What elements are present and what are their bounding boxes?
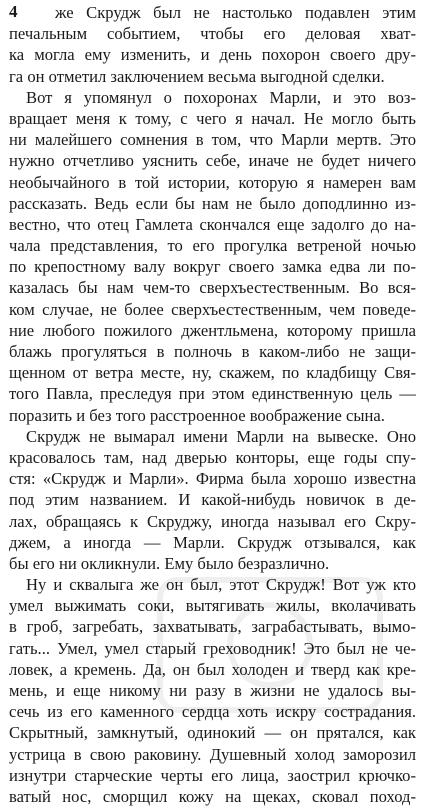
text-line: в гроб, загребать, захватывать, заграбастывать, вымо- bbox=[9, 617, 416, 637]
text-line: того Павла, преследуя при этом единственную цель — bbox=[9, 384, 416, 404]
text-line: нужно отчетливо уяснить себе, иначе не будет ничего bbox=[9, 151, 416, 171]
text-line: га он отметил заключением весьма выгодной сделки. bbox=[9, 66, 385, 86]
paragraph-3 bbox=[9, 426, 416, 574]
text-line: вестно, что отец Гамлета скончался еще задолго до на- bbox=[9, 214, 416, 234]
text-line: блажь прогуляться в полночь в каком-либо не защи- bbox=[9, 342, 416, 361]
paragraph-1 bbox=[9, 2, 416, 87]
text-line: устрица в свою раковину. Душевный холод заморозил bbox=[9, 744, 416, 764]
text-line: чала представления, то его прогулка ветреной ночью bbox=[9, 236, 416, 256]
paragraph-2 bbox=[9, 87, 416, 426]
text-line: Скрудж не вымарал имени Марли на вывеске. Оно bbox=[26, 426, 416, 446]
text-line: умел выжимать соки, вытягивать жилы, вколачивать bbox=[9, 596, 416, 616]
text-line: Скрытный, замкнутый, одинокий — он прятался, как bbox=[9, 723, 416, 743]
text-line: печальным событием, чтобы его деловая хват- bbox=[9, 24, 416, 44]
text-line: сечь из его каменного сердца хоть искру сострадания. bbox=[9, 702, 416, 722]
text-line: Вот я упомянул о похоронах Марли, и это воз- bbox=[26, 87, 416, 107]
text-line: под этим названием. И какой-нибудь новичок в де- bbox=[9, 490, 416, 510]
text-line: необычайного в той истории, которую я намерен вам bbox=[9, 172, 416, 192]
text-line: красовалось там, над дверью конторы, еще годы спу- bbox=[9, 447, 416, 467]
text-line: мень, и еще никому ни разу в жизни не удалось вы- bbox=[9, 681, 416, 700]
text-line: Ну и сквалыга же он был, этот Скрудж! Вот уж кто bbox=[26, 575, 416, 595]
page-number: 4 bbox=[9, 2, 18, 21]
text-line: поразить и без того расстроенное воображение сына. bbox=[9, 405, 385, 425]
text-line: лах, обращаясь к Скруджу, иногда называл его Скру- bbox=[9, 511, 416, 531]
text-line: стя: «Скрудж и Марли». Фирма была хорошо известна bbox=[9, 469, 416, 489]
text-line: ком случае, не более сверхъестественным, чем поведе- bbox=[9, 299, 416, 319]
text-line: бы его ни окликнули. Ему было безразлично. bbox=[9, 553, 330, 573]
text-line: ловек, а кремень. Да, он был холоден и тверд как кре- bbox=[9, 659, 416, 679]
text-line: рассказать. Ведь если бы нам не было доподлинно из- bbox=[9, 193, 416, 213]
text-line: по крепостному валу вокруг своего замка едва ли по- bbox=[9, 257, 416, 277]
text-line: ни малейшего сомнения в том, что Марли мертв. Это bbox=[9, 130, 416, 150]
text-line: же Скрудж был не настолько подавлен этим bbox=[55, 3, 416, 22]
text-line: гать... Умел, умел старый греховодник! Это был не че- bbox=[9, 638, 416, 658]
text-line: казалась бы нам чем-то сверхъестественным. Во вся- bbox=[9, 278, 416, 298]
text-line: ватый нос, сморщил кожу на щеках, сковал поход- bbox=[9, 786, 416, 806]
text-line: вращает меня к тому, с чего я начал. Не могло быть bbox=[9, 108, 416, 128]
paragraph-4 bbox=[9, 574, 416, 807]
text-line: изнутри старческие черты его лица, заострил крючко- bbox=[9, 765, 416, 785]
text-line: джем, а иногда — Марли. Скрудж отзывался, как bbox=[9, 532, 416, 552]
text-line: ка могла ему изменить, и день похорон своего дру- bbox=[9, 45, 416, 65]
text-line: ние любого пожилого джентльмена, которому пришла bbox=[9, 320, 416, 340]
text-line: щенном от ветра месте, ну, скажем, по кладбищу Свя- bbox=[9, 363, 416, 383]
